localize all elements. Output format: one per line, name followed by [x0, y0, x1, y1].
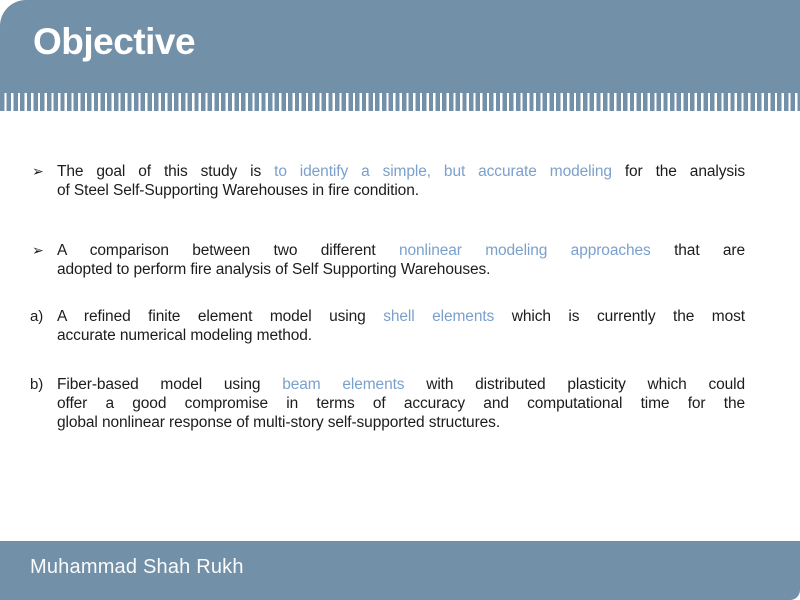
bullet-item [30, 162, 745, 200]
bullet-text [57, 241, 745, 279]
author-name: Muhammad Shah Rukh [30, 556, 244, 578]
letter-marker: a) [30, 308, 44, 325]
lettered-item-b [30, 375, 745, 432]
letter-marker: b) [30, 376, 44, 393]
text-line [57, 375, 745, 394]
text-line [57, 181, 745, 200]
decorative-stripe-divider [0, 93, 800, 111]
text-segment: of Steel Self-Supporting Warehouses in fire condition. [57, 182, 419, 199]
item-text [57, 375, 745, 432]
highlighted-text-segment: beam elements [282, 376, 405, 393]
highlighted-text-segment: shell elements [383, 308, 495, 325]
text-segment: adopted to perform fire analysis of Self Supporting Warehouses. [57, 261, 491, 278]
highlighted-text-segment: to identify a simple, but accurate modeling [274, 163, 612, 180]
text-segment: accurate numerical modeling method. [57, 327, 312, 344]
bullet-text [57, 162, 745, 200]
slide-header [0, 0, 800, 93]
text-segment: for the analysis [611, 163, 745, 180]
text-line [57, 162, 745, 181]
arrow-bullet-marker: ➢ [32, 242, 44, 258]
text-segment: Fiber-based model using [57, 376, 283, 393]
text-segment: which is currently the most [494, 308, 745, 325]
text-segment: global nonlinear response of multi-story self-supported structures. [57, 414, 501, 431]
slide-title: Objective [33, 21, 196, 62]
lettered-item-a [30, 307, 745, 345]
text-segment: that are [650, 242, 745, 259]
text-segment: offer a good compromise in terms of accuracy and computational time for the [57, 395, 745, 412]
text-segment: A refined finite element model using [57, 308, 384, 325]
slide-body [0, 111, 800, 432]
text-line [57, 241, 745, 260]
text-line [57, 394, 745, 413]
text-line [57, 413, 745, 432]
bullet-item [30, 241, 745, 279]
arrow-bullet-marker: ➢ [32, 163, 44, 179]
text-segment: with distributed plasticity which could [404, 376, 746, 393]
item-text [57, 307, 745, 345]
text-line [57, 307, 745, 326]
slide-footer [0, 541, 800, 600]
highlighted-text-segment: nonlinear modeling approaches [398, 242, 651, 259]
text-segment: The goal of this study is [57, 163, 275, 180]
text-line [57, 326, 745, 345]
text-line [57, 260, 745, 279]
text-segment: A comparison between two different [57, 242, 399, 259]
